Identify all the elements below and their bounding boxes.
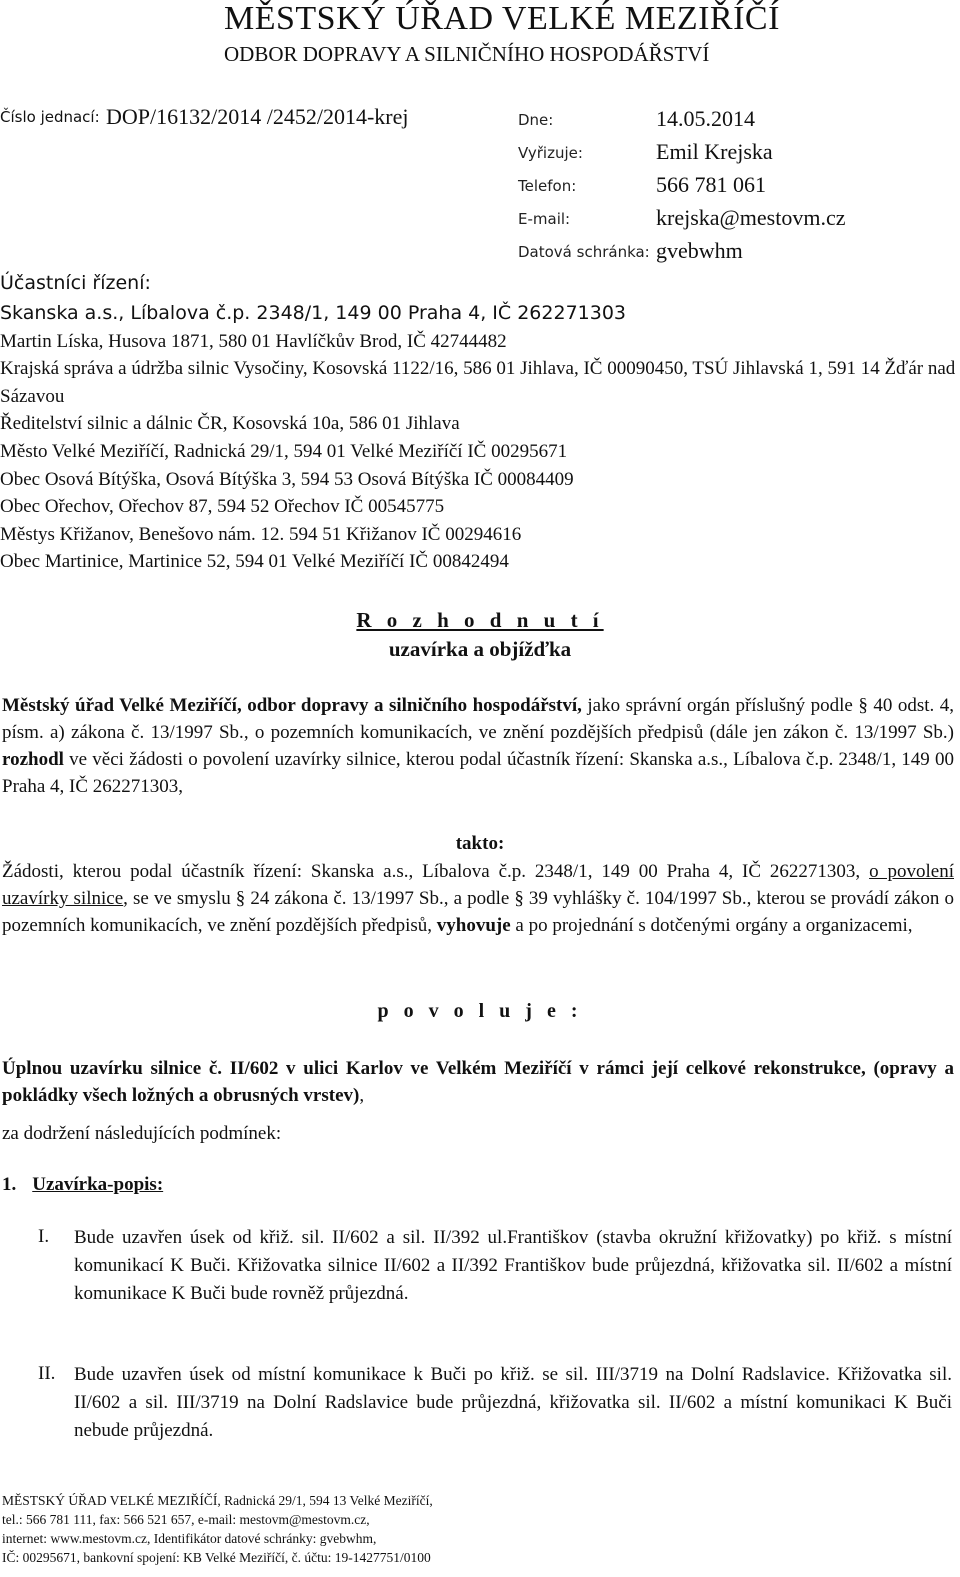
paragraph-text: a po projednání s dotčenými orgány a organizacemi, — [510, 915, 913, 936]
conditions-intro: za dodržení následujících podmínek: — [2, 1123, 282, 1144]
closure-paragraph — [2, 1055, 954, 1109]
meta-date-label: Dne: — [518, 111, 554, 129]
meta-databox-label: Datová schránka: — [518, 243, 650, 261]
footer-line: tel.: 566 781 111, fax: 566 521 657, e-mail: mestovm@mestovm.cz, — [2, 1512, 370, 1527]
participant-item: Obec Ořechov, Ořechov 87, 594 52 Ořechov IČ 00545775 — [0, 496, 445, 518]
office-name-bold: Městský úřad Velké Meziříčí, odbor dopravy a silničního hospodářství, — [2, 695, 582, 716]
paragraph-text: ve věci žádosti o povolení uzavírky silnice, kterou podal účastník řízení: Skanska a.s., Líbalova č.p. 2348/1, 149 00 Praha 4, IČ 262271303, — [2, 749, 954, 797]
condition-item: Bude uzavřen úsek od křiž. sil. II/602 a sil. II/392 ul.Františkov (stavba okružní křižovatky) po křiž. s místní komunikací K Buči. Křižovatka silnice II/602 a II/392 Františkov bude průjezdná, křižovatka sil. II/602 a místní komunikace K Buči bude rovněž průjezdná. — [74, 1227, 952, 1304]
paragraph-text: , kterou se provádí zákon o pozemních komunikacích, ve znění pozdějších předpisů, — [2, 888, 955, 936]
participant-item: Město Velké Meziříčí, Radnická 29/1, 594 01 Velké Meziříčí IČ 00295671 — [0, 440, 568, 462]
meta-phone-value: 566 781 061 — [656, 172, 766, 197]
item-number: II. — [38, 1363, 56, 1384]
meta-handler-label: Vyřizuje: — [518, 144, 583, 162]
reference-label: Číslo jednací: — [0, 108, 100, 126]
meta-email-value: krejska@mestovm.cz — [656, 205, 846, 230]
footer-line: MĚSTSKÝ ÚŘAD VELKÉ MEZIŘÍČÍ, Radnická 29/1, 594 13 Velké Meziříčí, — [2, 1493, 433, 1508]
meta-phone-label: Telefon: — [518, 177, 577, 195]
meta-date-value: 14.05.2014 — [656, 106, 755, 131]
paragraph-text: Žádosti, kterou podal účastník řízení: Skanska a.s., Líbalova č.p. 2348/1, 149 00 Praha 4, IČ 262271303, — [2, 861, 870, 882]
participant-item: Obec Osová Bítýška, Osová Bítýška 3, 594 53 Osová Bítýška IČ 00084409 — [0, 468, 574, 490]
meta-handler-value: Emil Krejska — [656, 139, 773, 164]
meta-email-label: E-mail: — [518, 210, 571, 228]
footer — [2, 1491, 433, 1567]
participants-list — [0, 300, 960, 576]
participant-item: Krajská správa a údržba silnic Vysočiny, Kosovská 1122/16, 586 01 Jihlava, IČ 00090450, TSÚ Jihlavská 1, 591 14 Žďár nad Sázavou — [0, 358, 956, 407]
decision-paragraph — [2, 692, 954, 800]
footer-line: internet: www.mestovm.cz, Identifikátor datové schránky: gvebwhm, — [2, 1531, 377, 1546]
decision-title: R o z h o d n u t í — [356, 608, 604, 632]
section-number: 1. — [2, 1174, 17, 1195]
approval-paragraph — [2, 858, 954, 939]
paragraph-text: , se ve smyslu § 24 zákona č. 13/1997 Sb. — [123, 888, 444, 909]
section-title: Uzavírka-popis: — [32, 1174, 164, 1195]
meta-databox-value: gvebwhm — [656, 238, 743, 263]
paragraph-text: , o pozemních komunikacích, ve znění pozdějších předpisů (dále jen zákon č. 13/1997 Sb.) — [243, 722, 954, 743]
closure-bold: Úplnou uzavírku silnice č. II/602 v ulici Karlov ve Velkém Meziříčí v rámci její celkové rekonstrukce, (opravy a pokládky všech ložných a obrusných vrstev) — [2, 1058, 954, 1106]
department-subtitle: ODBOR DOPRAVY A SILNIČNÍHO HOSPODÁŘSTVÍ — [224, 42, 710, 66]
participants-title: Účastníci řízení: — [0, 272, 151, 294]
underlined-phrase: o povolení uzavírky silnice — [2, 861, 954, 909]
reference-value: DOP/16132/2014 /2452/2014-krej — [106, 104, 409, 129]
item-number: I. — [38, 1226, 50, 1247]
section-heading — [2, 1174, 163, 1196]
office-title: MĚSTSKÝ ÚŘAD VELKÉ MEZIŘÍČÍ — [224, 0, 780, 37]
decision-subtitle: uzavírka a objížďka — [388, 637, 572, 661]
paragraph-text: , — [359, 1085, 365, 1106]
participant-item: Skanska a.s., Líbalova č.p. 2348/1, 149 00 Praha 4, IČ 262271303 — [0, 302, 627, 324]
participant-item: Martin Líska, Husova 1871, 580 01 Havlíčkův Brod, IČ 42744482 — [0, 330, 507, 352]
condition-item: Bude uzavřen úsek od místní komunikace k Buči po křiž. se sil. III/3719 na Dolní Radslavice. Křižovatka sil. II/602 a sil. III/3719 na Dolní Radslavice bude průjezdná, křižovatka sil. II/602 a místní komunikaci K Buči nebude průjezdná. — [74, 1364, 952, 1441]
participant-item: Ředitelství silnic a dálnic ČR, Kosovská 10a, 586 01 Jihlava — [0, 413, 460, 435]
grants-bold: vyhovuje — [436, 915, 511, 936]
decided-bold: rozhodl — [2, 749, 64, 770]
takto-heading: takto: — [455, 833, 505, 854]
paragraph-text: , a podle § 39 vyhlášky č. 104/1997 Sb. — [443, 888, 747, 909]
participant-item: Městys Křižanov, Benešovo nám. 12. 594 51 Křižanov IČ 00294616 — [0, 523, 522, 545]
paragraph-text: jako správní orgán příslušný podle § 40 odst. 4, písm. a) zákona č. 13/1997 Sb. — [2, 695, 954, 743]
participant-item: Obec Martinice, Martinice 52, 594 01 Velké Meziříčí IČ 00842494 — [0, 551, 509, 573]
footer-line: IČ: 00295671, bankovní spojení: KB Velké Meziříčí, č. účtu: 19-1427751/0100 — [2, 1550, 431, 1565]
permits-heading: p o v o l u j e : — [377, 1000, 583, 1022]
